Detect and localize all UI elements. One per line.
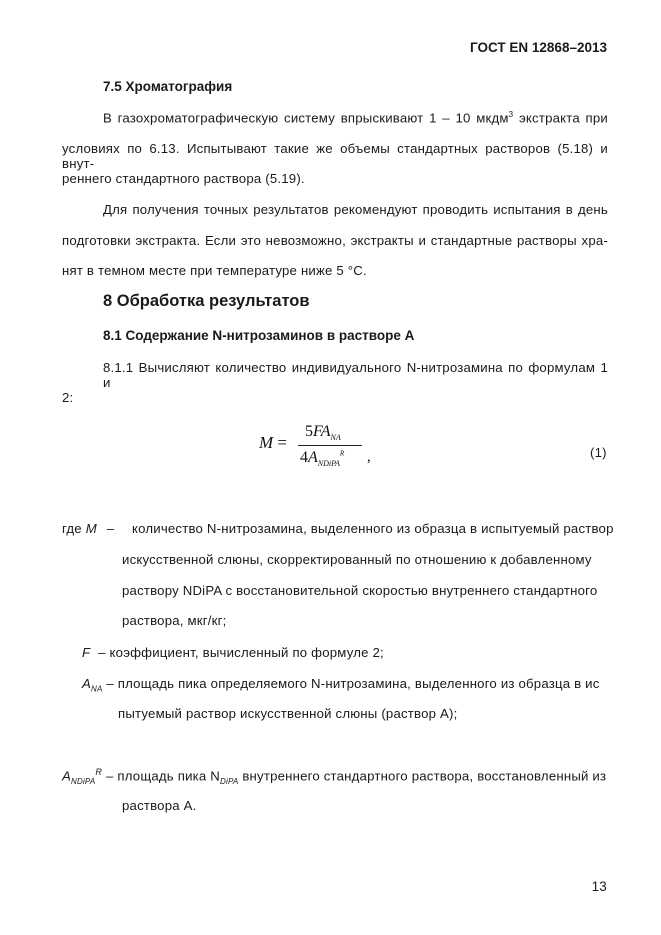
p1-line1-sup: 3 [508, 110, 514, 119]
p1-line1 [103, 110, 608, 125]
standard-header: ГОСТ EN 12868–2013 [470, 40, 607, 55]
def-AR-row [62, 767, 606, 786]
def-AR-line1-a: – площадь пика N [106, 768, 221, 784]
p2-line2: подготовки экстракта. Если это невозможно, экстракты и стандартные растворы хра- [62, 233, 608, 248]
formula-denominator [300, 449, 344, 468]
def-AR-sub: NDiPA [71, 777, 96, 787]
p1-line3: реннего стандартного раствора (5.19). [62, 171, 305, 186]
def-M-line2: искусственной слюны, скорректированный по отношению к добавленному [122, 552, 592, 567]
formula-den-coef: 4 [300, 449, 308, 466]
section-7-5-title: 7.5 Хроматография [103, 79, 233, 94]
formula-den-A: A [308, 449, 318, 466]
def-AR-sup: R [95, 767, 103, 777]
def-F-row [82, 645, 384, 660]
formula-eq: = [277, 433, 288, 452]
def-AR-symbol: A [62, 768, 71, 784]
formula-M: M [259, 433, 274, 452]
def-M-line4: раствора, мкг/кг; [122, 613, 227, 628]
def-M-row [62, 521, 114, 536]
p1-line1-a: В газохроматографическую систему впрыскивают 1 – 10 мкдм [103, 110, 509, 126]
formula-comma: , [367, 449, 371, 465]
formula-num-F: F [313, 423, 321, 440]
formula-den-sub: NDiPA [317, 459, 340, 469]
p1-line2: условиях по 6.13. Испытывают такие же объемы стандартных растворов (5.18) и внут- [62, 141, 608, 171]
def-ANA-row [82, 676, 600, 694]
def-M-line3: раствору NDiPA с восстановительной скоростью внутреннего стандартного [122, 583, 598, 598]
p-8-1-1-line2: 2: [62, 390, 74, 405]
formula-num-A: A [320, 423, 331, 440]
fraction-bar [298, 445, 362, 446]
formula-numerator [305, 423, 341, 442]
def-ANA-line2: пытуемый раствор искусственной слюны (раствор А); [118, 706, 458, 721]
def-M-symbol: M [85, 521, 97, 536]
formula-number: (1) [590, 445, 607, 460]
def-where: где [62, 521, 82, 536]
def-AR-line1-sub: DiPA [220, 777, 239, 787]
def-AR-line2: раствора А. [122, 798, 197, 813]
def-ANA-symbol: A [82, 676, 91, 691]
p1-line1-b: экстракта при [518, 110, 608, 126]
def-F-symbol: F [82, 645, 91, 660]
def-AR-line1-b: внутреннего стандартного раствора, восстановленный из [242, 768, 607, 784]
page-number: 13 [591, 879, 607, 894]
formula-num-sub: NA [330, 433, 341, 443]
def-M-line1: количество N-нитрозамина, выделенного из образца в испытуемый раствор [132, 521, 614, 536]
p2-line1: Для получения точных результатов рекомендуют проводить испытания в день [103, 202, 608, 217]
def-ANA-sub: NA [91, 684, 103, 694]
def-M-dash: – [106, 521, 115, 536]
section-8-1-title: 8.1 Содержание N-нитрозаминов в растворе А [103, 328, 415, 343]
def-F-text: – коэффициент, вычисленный по формуле 2; [98, 645, 384, 660]
formula-lhs [259, 433, 287, 453]
formula-num-coef: 5 [305, 423, 313, 440]
p-8-1-1-line1: 8.1.1 Вычисляют количество индивидуального N-нитрозамина по формулам 1 и [103, 360, 608, 390]
p2-line3: нят в темном месте при температуре ниже 5 °С. [62, 263, 367, 278]
section-8-title: 8 Обработка результатов [103, 292, 310, 310]
formula-den-sup: R [339, 449, 345, 458]
def-ANA-line1: – площадь пика определяемого N-нитрозамина, выделенного из образца в ис [106, 676, 600, 691]
